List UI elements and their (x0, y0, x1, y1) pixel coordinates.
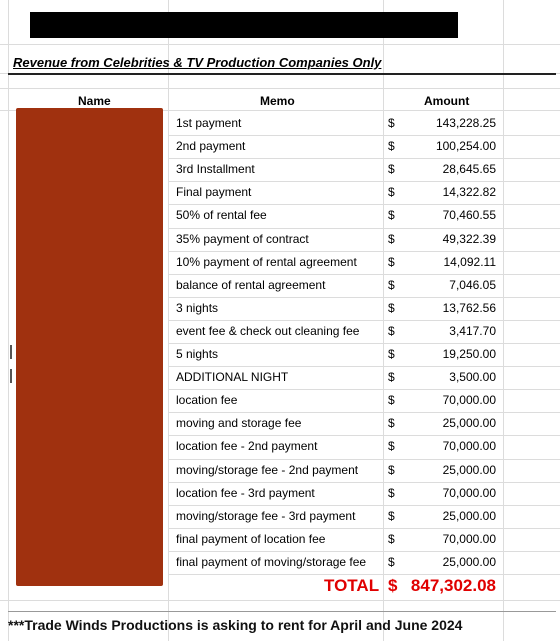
row-amount: 25,000.00 (442, 416, 496, 431)
total-label: TOTAL (324, 576, 380, 595)
cell-edge-mark (10, 345, 12, 359)
row-memo: balance of rental agreement (176, 277, 326, 292)
row-memo: 35% payment of contract (176, 231, 309, 246)
row-currency: $ (388, 554, 395, 569)
row-currency: $ (388, 208, 395, 223)
row-memo: final payment of moving/storage fee (176, 554, 367, 569)
row-amount: 19,250.00 (442, 347, 496, 361)
row-memo: ADDITIONAL NIGHT (176, 370, 289, 385)
total-value: 847,302.08 (410, 576, 496, 595)
row-amount: 25,000.00 (442, 508, 496, 523)
grid-line (0, 600, 560, 601)
row-currency: $ (388, 231, 395, 246)
row-memo: 10% payment of rental agreement (176, 254, 357, 269)
row-amount: 14,092.11 (443, 254, 496, 269)
title-underline-border (8, 73, 556, 75)
grid-line (168, 297, 560, 298)
row-memo: Final payment (176, 185, 252, 200)
sheet-title: Revenue from Celebrities & TV Production Companies Only (13, 55, 382, 70)
row-amount: 25,000.00 (442, 462, 496, 477)
row-currency: $ (388, 370, 395, 385)
row-memo: location fee - 3rd payment (176, 485, 315, 500)
total-currency: $ (388, 576, 398, 595)
row-memo: 1st payment (176, 116, 242, 130)
row-amount: 25,000.00 (442, 554, 496, 569)
row-memo: location fee - 2nd payment (176, 439, 318, 454)
row-memo: event fee & check out cleaning fee (176, 323, 360, 338)
row-currency: $ (388, 116, 395, 130)
row-currency: $ (388, 139, 395, 154)
grid-line (168, 343, 560, 344)
row-amount: 13,762.56 (442, 300, 496, 315)
row-currency: $ (388, 462, 395, 477)
row-memo: 50% of rental fee (176, 208, 267, 223)
row-amount: 70,460.55 (442, 208, 496, 223)
row-memo: final payment of location fee (176, 531, 326, 546)
grid-line (0, 88, 560, 89)
row-currency: $ (388, 347, 395, 361)
row-currency: $ (388, 254, 395, 269)
row-memo: 3rd Installment (176, 162, 255, 177)
row-currency: $ (388, 185, 395, 200)
row-currency: $ (388, 300, 395, 315)
row-currency: $ (388, 162, 395, 177)
row-amount: 3,417.70 (449, 323, 496, 338)
row-amount: 7,046.05 (449, 277, 496, 292)
row-currency: $ (388, 439, 395, 454)
header-memo: Memo (260, 94, 295, 108)
grid-line (8, 0, 9, 641)
header-name: Name (78, 94, 111, 108)
redaction-bar (30, 12, 458, 38)
row-currency: $ (388, 531, 395, 546)
row-memo: moving and storage fee (176, 416, 302, 431)
row-amount: 100,254.00 (435, 139, 496, 154)
header-amount: Amount (424, 94, 470, 108)
footnote: ***Trade Winds Productions is asking to rent for April and June 2024 (8, 617, 463, 633)
row-memo: 3 nights (176, 300, 219, 315)
row-amount: 143,228.25 (435, 116, 496, 130)
row-amount: 49,322.39 (442, 231, 496, 246)
row-memo: location fee (176, 393, 238, 408)
row-memo: 2nd payment (176, 139, 246, 154)
row-amount: 70,000.00 (442, 393, 496, 408)
row-currency: $ (388, 393, 395, 408)
row-memo: moving/storage fee - 2nd payment (176, 462, 359, 477)
row-amount: 70,000.00 (442, 531, 496, 546)
grid-line (0, 44, 560, 45)
name-column-redaction (16, 108, 163, 586)
row-currency: $ (388, 485, 395, 500)
row-memo: 5 nights (176, 347, 219, 361)
row-currency: $ (388, 416, 395, 431)
row-amount: 28,645.65 (442, 162, 496, 177)
row-amount: 70,000.00 (442, 439, 496, 454)
row-amount: 14,322.82 (442, 185, 496, 200)
row-currency: $ (388, 323, 395, 338)
row-amount: 70,000.00 (442, 485, 496, 500)
cell-edge-mark (10, 369, 12, 383)
footer-border (8, 611, 556, 612)
row-currency: $ (388, 508, 395, 523)
row-amount: 3,500.00 (449, 370, 496, 385)
row-currency: $ (388, 277, 395, 292)
row-memo: moving/storage fee - 3rd payment (176, 508, 356, 523)
